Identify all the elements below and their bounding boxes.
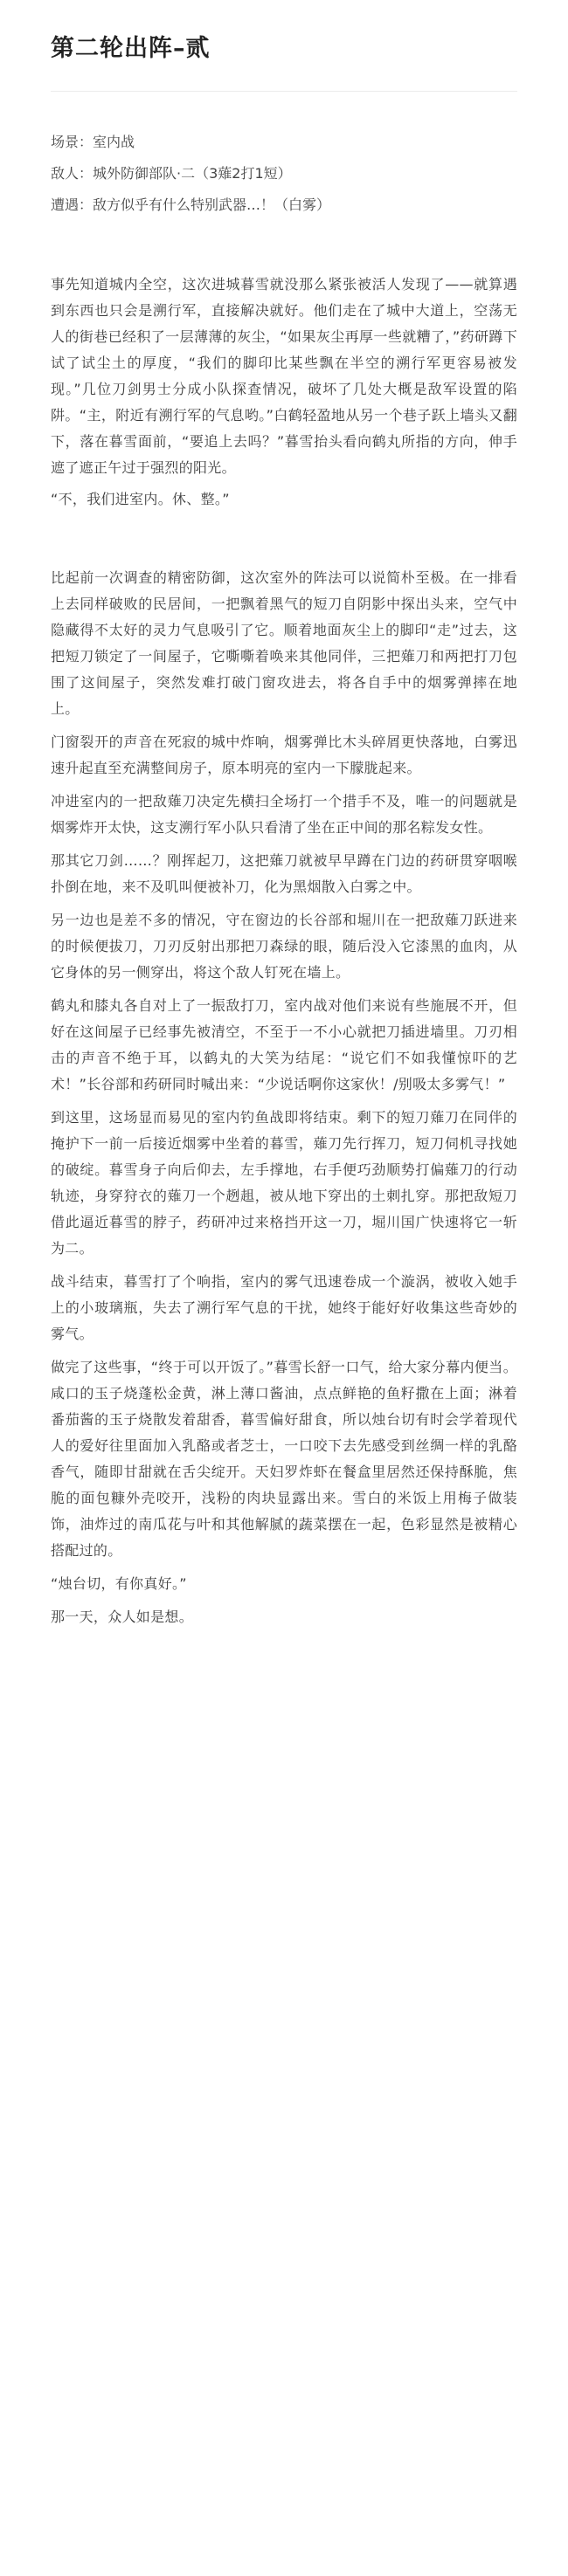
paragraph: 门窗裂开的声音在死寂的城中炸响，烟雾弹比木头碎屑更快落地，白雾迅速升起直至充满整间房子，原本明亮的室内一下朦胧起来。 — [51, 734, 517, 776]
chapter-meta — [51, 127, 517, 221]
paragraph: 那一天，众人如是想。 — [51, 1608, 194, 1625]
paragraph: 另一边也是差不多的情况，守在窗边的长谷部和堀川在一把敌薙刀跃进来的时候便拔刀，刀刃反射出那把刀森绿的眼，随后没入它漆黑的血肉，从它身体的另一侧穿出，将这个敌人钉死在墙上。 — [51, 912, 517, 981]
page-title: 第二轮出阵–贰 — [51, 35, 211, 62]
meta-enemy: 敌人：城外防御部队·二（3薙2打1短） — [51, 165, 292, 182]
meta-scene: 场景：室内战 — [51, 134, 135, 150]
paragraph: 到这里，这场显而易见的室内钓鱼战即将结束。剩下的短刀薙刀在同伴的掩护下一前一后接近烟雾中坐着的暮雪，薙刀先行挥刀，短刀伺机寻找她的破绽。暮雪身子向后仰去，左手撑地，右手便巧劲顺势打偏薙刀的行动轨迹，身穿狩衣的薙刀一个趔趄，被从地下穿出的土刺扎穿。那把敌短刀借此逼近暮雪的脖子，药研冲过来格挡开这一刀，堀川国广快速将它一斩为二。 — [51, 1109, 517, 1257]
section-1 — [51, 272, 517, 513]
paragraph: 冲进室内的一把敌薙刀决定先横扫全场打一个措手不及，唯一的问题就是烟雾炸开太快，这支溯行军小队只看清了坐在正中间的那名粽发女性。 — [51, 793, 517, 836]
section-spacer — [51, 221, 517, 272]
meta-encounter: 遭遇：敌方似乎有什么特别武器…！（白雾） — [51, 196, 331, 213]
paragraph: “烛台切，有你真好。” — [51, 1575, 187, 1592]
paragraph: 那其它刀剑……？刚挥起刀，这把薙刀就被早早蹲在门边的药研贯穿咽喉扑倒在地，来不及叽叫便被补刀，化为黑烟散入白雾之中。 — [51, 852, 517, 895]
section-2 — [51, 565, 517, 1630]
paragraph: 做完了这些事，“终于可以开饭了。”暮雪长舒一口气，给大家分幕内便当。咸口的玉子烧蓬松金黄，淋上薄口酱油，点点鲜艳的鱼籽撒在上面；淋着番茄酱的玉子烧散发着甜香，暮雪偏好甜食，所以烛台切有时会学着现代人的爱好往里面加入乳酪或者芝士，一口咬下去先感受到丝绸一样的乳酪香气，随即甘甜就在舌尖绽开。天妇罗炸虾在餐盒里居然还保持酥脆，焦脆的面包糠外壳咬开，浅粉的肉块显露出来。雪白的米饭上用梅子做装饰，油炸过的南瓜花与叶和其他解腻的蔬菜摆在一起，色彩显然是被精心搭配过的。 — [51, 1359, 517, 1559]
paragraph: 鹤丸和膝丸各自对上了一振敌打刀，室内战对他们来说有些施展不开，但好在这间屋子已经事先被清空，不至于一不小心就把刀插进墙里。刀刃相击的声音不绝于耳，以鹤丸的大笑为结尾：“说它们不如我懂惊吓的艺术！”长谷部和药研同时喊出来：“少说话啊你这家伙！/别吸太多雾气！” — [51, 997, 517, 1092]
paragraph: “不，我们进室内。休、整。” — [51, 491, 230, 507]
paragraph: 比起前一次调查的精密防御，这次室外的阵法可以说简朴至极。在一排看上去同样破败的民居间，一把飘着黑气的短刀自阴影中探出头来，空气中隐藏得不太好的灵力气息吸引了它。顺着地面灰尘上的脚印“走”过去，这把短刀锁定了一间屋子，它嘶嘶着唤来其他同伴，三把薙刀和两把打刀包围了这间屋子，突然发难打破门窗攻进去，将各自手中的烟雾弹摔在地上。 — [51, 569, 517, 717]
paragraph: 事先知道城内全空，这次进城暮雪就没那么紧张被活人发现了——就算遇到东西也只会是溯行军，直接解决就好。他们走在了城中大道上，空荡无人的街巷已经积了一层薄薄的灰尘，“如果灰尘再厚一些就糟了，”药研蹲下试了试尘土的厚度，“我们的脚印比某些飘在半空的溯行军更容易被发现。”几位刀剑男士分成小队探查情况，破坏了几处大概是敌军设置的陷阱。“主，附近有溯行军的气息哟。”白鹤轻盈地从另一个巷子跃上墙头又翻下，落在暮雪面前，“要追上去吗？”暮雪抬头看向鹤丸所指的方向，伸手遮了遮正午过于强烈的阳光。 — [51, 276, 517, 476]
title-bar — [51, 0, 517, 92]
section-spacer — [51, 520, 517, 565]
paragraph: 战斗结束，暮雪打了个响指，室内的雾气迅速卷成一个漩涡，被收入她手上的小玻璃瓶，失去了溯行军气息的干扰，她终于能好好收集这些奇妙的雾气。 — [51, 1273, 517, 1342]
